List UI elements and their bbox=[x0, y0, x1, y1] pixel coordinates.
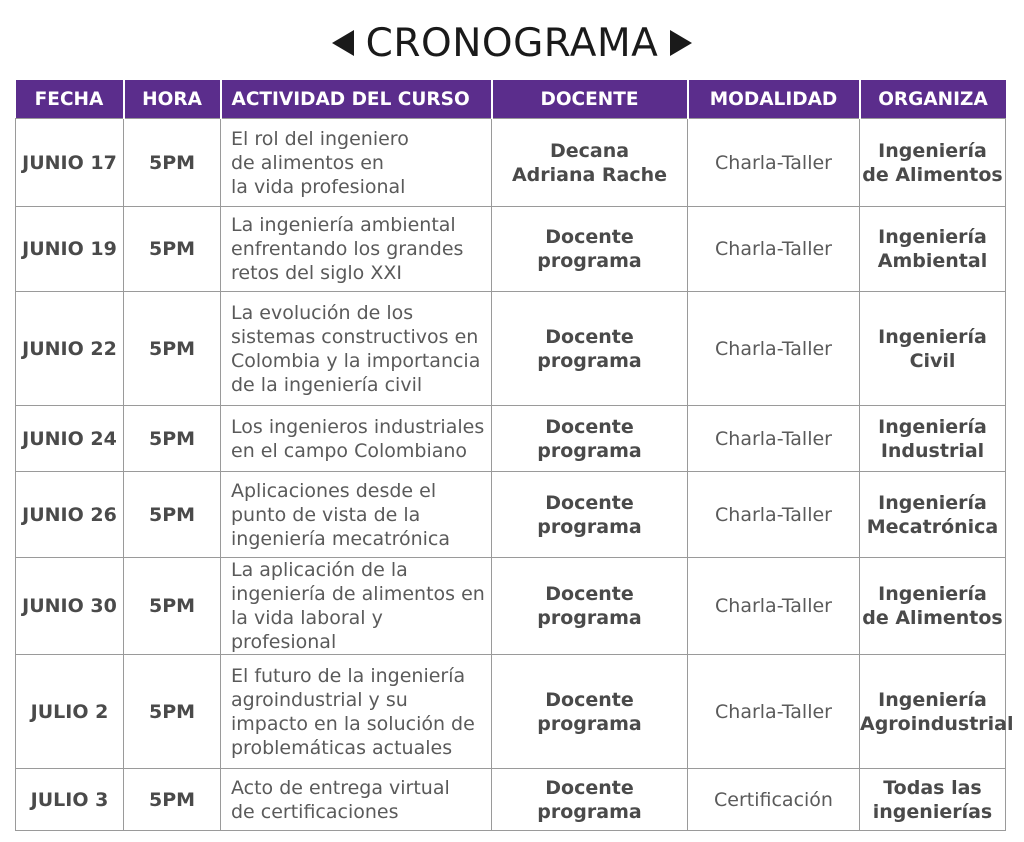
organiza-cell bbox=[860, 119, 1006, 207]
organiza-cell bbox=[860, 769, 1006, 831]
actividad-cell-line: en el campo Colombiano bbox=[231, 439, 468, 462]
actividad-cell-line: La aplicación de la bbox=[231, 559, 408, 581]
organiza-cell-line: de Alimentos bbox=[862, 163, 1003, 186]
docente-cell-line: Docente bbox=[545, 776, 634, 799]
docente-cell-line: Docente bbox=[545, 688, 634, 711]
actividad-cell-line: de certificaciones bbox=[231, 800, 399, 823]
organiza-cell bbox=[860, 406, 1006, 472]
hora-cell: 5PM bbox=[124, 655, 221, 769]
actividad-cell bbox=[221, 558, 492, 655]
hora-cell: 5PM bbox=[124, 406, 221, 472]
docente-cell bbox=[492, 119, 688, 207]
organiza-cell bbox=[860, 472, 1006, 558]
actividad-cell bbox=[221, 119, 492, 207]
fecha-cell: JUNIO 30 bbox=[16, 558, 124, 655]
docente-cell-line: programa bbox=[537, 439, 642, 462]
actividad-cell bbox=[221, 655, 492, 769]
column-header-organiza: ORGANIZA bbox=[860, 80, 1006, 119]
actividad-cell-line: de la ingeniería civil bbox=[231, 373, 423, 396]
modalidad-cell: Charla-Taller bbox=[688, 558, 860, 655]
actividad-cell bbox=[221, 472, 492, 558]
organiza-cell-line: Ambiental bbox=[877, 250, 988, 272]
table-row bbox=[16, 558, 1006, 655]
docente-cell-line: programa bbox=[537, 607, 642, 629]
actividad-cell-line: agroindustrial y su bbox=[231, 688, 408, 711]
docente-cell-line: Docente bbox=[545, 325, 634, 348]
arrow-left-icon bbox=[332, 30, 354, 56]
table-row bbox=[16, 292, 1006, 406]
fecha-cell: JUNIO 22 bbox=[16, 292, 124, 406]
docente-cell bbox=[492, 558, 688, 655]
hora-cell: 5PM bbox=[124, 119, 221, 207]
modalidad-cell: Charla-Taller bbox=[688, 207, 860, 292]
organiza-cell bbox=[860, 558, 1006, 655]
modalidad-cell: Charla-Taller bbox=[688, 119, 860, 207]
organiza-cell-line: Ingeniería bbox=[878, 139, 987, 162]
modalidad-cell: Certificación bbox=[688, 769, 860, 831]
arrow-right-icon bbox=[670, 30, 692, 56]
organiza-cell-line: de Alimentos bbox=[862, 607, 1003, 629]
column-header-modalidad: MODALIDAD bbox=[688, 80, 860, 119]
actividad-cell bbox=[221, 769, 492, 831]
column-header-hora: HORA bbox=[124, 80, 221, 119]
modalidad-cell: Charla-Taller bbox=[688, 655, 860, 769]
fecha-cell: JULIO 3 bbox=[16, 769, 124, 831]
fecha-cell: JUNIO 24 bbox=[16, 406, 124, 472]
docente-cell-line: programa bbox=[537, 349, 642, 372]
docente-cell bbox=[492, 769, 688, 831]
modalidad-cell: Charla-Taller bbox=[688, 406, 860, 472]
actividad-cell-line: la vida profesional bbox=[231, 175, 406, 198]
docente-cell-line: Docente bbox=[545, 491, 634, 514]
fecha-cell: JUNIO 19 bbox=[16, 207, 124, 292]
organiza-cell-line: Civil bbox=[909, 349, 956, 372]
organiza-cell-line: Ingeniería bbox=[878, 325, 987, 348]
hora-cell: 5PM bbox=[124, 472, 221, 558]
actividad-cell-line: de alimentos en bbox=[231, 151, 384, 174]
table-row bbox=[16, 406, 1006, 472]
organiza-cell-line: Industrial bbox=[880, 439, 985, 462]
hora-cell: 5PM bbox=[124, 558, 221, 655]
actividad-cell-line: ingeniería mecatrónica bbox=[231, 527, 451, 550]
column-header-actividad: ACTIVIDAD DEL CURSO bbox=[221, 80, 492, 119]
schedule-table bbox=[15, 80, 1014, 831]
actividad-cell-line: la vida laboral y profesional bbox=[231, 607, 383, 653]
hora-cell: 5PM bbox=[124, 292, 221, 406]
fecha-cell: JULIO 2 bbox=[16, 655, 124, 769]
organiza-cell bbox=[860, 655, 1014, 769]
docente-cell bbox=[492, 292, 688, 406]
docente-cell-line: Adriana Rache bbox=[511, 163, 668, 186]
actividad-cell-line: ingeniería de alimentos en bbox=[231, 583, 485, 605]
organiza-cell-line: Todas las bbox=[883, 776, 982, 799]
actividad-cell-line: retos del siglo XXI bbox=[231, 262, 402, 284]
actividad-cell bbox=[221, 207, 492, 292]
docente-cell-line: Docente bbox=[545, 226, 634, 248]
docente-cell-line: programa bbox=[537, 800, 642, 823]
hora-cell: 5PM bbox=[124, 207, 221, 292]
organiza-cell-line: Ingeniería bbox=[878, 491, 987, 514]
docente-cell bbox=[492, 406, 688, 472]
docente-cell-line: Docente bbox=[545, 583, 634, 605]
docente-cell bbox=[492, 207, 688, 292]
column-header-fecha: FECHA bbox=[16, 80, 124, 119]
organiza-cell-line: Ingeniería bbox=[878, 688, 987, 711]
table-row bbox=[16, 207, 1006, 292]
organiza-cell-line: Ingeniería bbox=[878, 415, 987, 438]
hora-cell: 5PM bbox=[124, 769, 221, 831]
actividad-cell-line: enfrentando los grandes bbox=[231, 238, 464, 260]
actividad-cell bbox=[221, 406, 492, 472]
actividad-cell-line: El rol del ingeniero bbox=[231, 127, 409, 150]
column-header-docente: DOCENTE bbox=[492, 80, 688, 119]
actividad-cell-line: Los ingenieros industriales bbox=[231, 415, 485, 438]
table-row bbox=[16, 655, 1006, 769]
actividad-cell-line: La ingeniería ambiental bbox=[231, 214, 456, 236]
organiza-cell bbox=[860, 207, 1006, 292]
page-title: CRONOGRAMA bbox=[365, 20, 659, 66]
fecha-cell: JUNIO 17 bbox=[16, 119, 124, 207]
actividad-cell-line: punto de vista de la bbox=[231, 503, 421, 526]
actividad-cell-line: impacto en la solución de bbox=[231, 712, 475, 735]
docente-cell-line: Decana bbox=[549, 139, 630, 162]
actividad-cell bbox=[221, 292, 492, 406]
actividad-cell-line: Aplicaciones desde el bbox=[231, 479, 437, 502]
modalidad-cell: Charla-Taller bbox=[688, 472, 860, 558]
schedule-body bbox=[16, 119, 1014, 831]
title-bar bbox=[0, 16, 1024, 70]
organiza-cell-line: Mecatrónica bbox=[866, 515, 999, 538]
actividad-cell-line: problemáticas actuales bbox=[231, 736, 453, 759]
table-row bbox=[16, 769, 1006, 831]
organiza-cell-line: Agroindustrial bbox=[860, 712, 1014, 735]
actividad-cell-line: El futuro de la ingeniería bbox=[231, 664, 466, 687]
modalidad-cell: Charla-Taller bbox=[688, 292, 860, 406]
table-row bbox=[16, 472, 1006, 558]
actividad-cell-line: sistemas constructivos en bbox=[231, 325, 479, 348]
actividad-cell-line: Colombia y la importancia bbox=[231, 349, 481, 372]
table-header-row bbox=[16, 80, 1006, 119]
docente-cell-line: programa bbox=[537, 250, 642, 272]
organiza-cell bbox=[860, 292, 1006, 406]
actividad-cell-line: Acto de entrega virtual bbox=[231, 776, 450, 799]
organiza-cell-line: Ingeniería bbox=[878, 226, 987, 248]
docente-cell-line: programa bbox=[537, 712, 642, 735]
docente-cell-line: programa bbox=[537, 515, 642, 538]
organiza-cell-line: ingenierías bbox=[872, 800, 993, 823]
actividad-cell-line: La evolución de los bbox=[231, 301, 414, 324]
docente-cell bbox=[492, 472, 688, 558]
docente-cell-line: Docente bbox=[545, 415, 634, 438]
docente-cell bbox=[492, 655, 688, 769]
fecha-cell: JUNIO 26 bbox=[16, 472, 124, 558]
table-row bbox=[16, 119, 1006, 207]
organiza-cell-line: Ingeniería bbox=[878, 583, 987, 605]
